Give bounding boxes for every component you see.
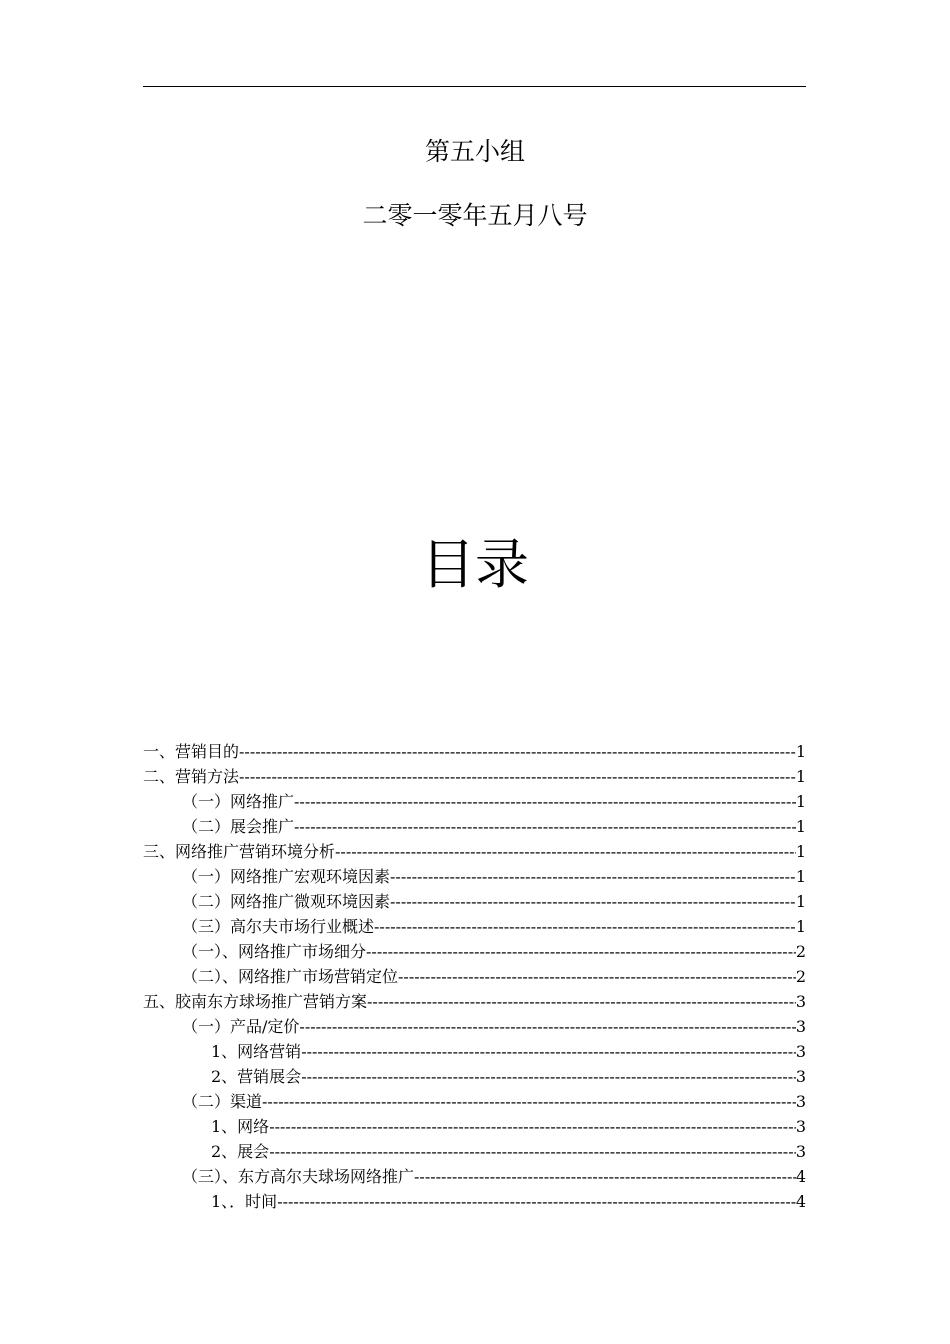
toc-dot-leader [414,1164,796,1189]
toc-entry[interactable] [143,964,806,989]
toc-entry-title: （一）产品/定价 [182,1017,300,1036]
group-name: 第五小组 [424,137,525,166]
toc-dot-leader [374,914,796,939]
toc-dot-leader [269,1114,796,1139]
toc-page-number: 4 [795,1192,806,1211]
toc-entry[interactable] [143,1064,806,1089]
toc-entry[interactable] [143,864,806,889]
toc-entry-title: 1、．时间 [211,1192,278,1211]
toc-page-number: 3 [795,1142,806,1161]
toc-dot-leader [277,1189,796,1214]
toc-page-number: 3 [795,1117,806,1136]
toc-entry[interactable] [143,989,806,1014]
toc-dot-leader [301,1064,796,1089]
toc-entry-title: 2、营销展会 [211,1067,302,1086]
toc-dot-leader [262,1089,796,1114]
toc-page-number: 4 [795,1167,806,1186]
toc-page-number: 1 [795,917,806,936]
toc-dot-leader [239,739,796,764]
toc-entry[interactable] [143,1089,806,1114]
toc-dot-leader [390,864,796,889]
toc-page-number: 1 [795,792,806,811]
toc-dot-leader [239,764,796,789]
toc-page-number: 1 [795,892,806,911]
toc-entry[interactable] [143,1139,806,1164]
toc-entry-title: （一）、网络推广市场细分 [182,942,367,961]
toc-entry[interactable] [143,764,806,789]
toc-page-number: 1 [795,767,806,786]
toc-entry[interactable] [143,1114,806,1139]
toc-entry-title: 2、展会 [211,1142,270,1161]
toc-page-number: 1 [795,867,806,886]
toc-dot-leader [301,1039,796,1064]
toc-entry-title: （一）网络推广宏观环境因素 [182,867,391,886]
header-rule [143,86,806,87]
toc-entry[interactable] [143,789,806,814]
table-of-contents [143,739,806,1214]
toc-entry[interactable] [143,1039,806,1064]
toc-page-number: 1 [795,742,806,761]
document-date: 二零一零年五月八号 [362,201,588,230]
toc-page-number: 3 [795,1042,806,1061]
toc-dot-leader [398,964,796,989]
toc-entry-title: 五、胶南东方球场推广营销方案 [143,992,368,1011]
toc-dot-leader [294,789,796,814]
toc-entry[interactable] [143,839,806,864]
toc-entry[interactable] [143,1164,806,1189]
toc-entry-title: 二、营销方法 [143,767,240,786]
toc-entry-title: （一）网络推广 [182,792,295,811]
toc-entry[interactable] [143,814,806,839]
toc-entry[interactable] [143,914,806,939]
toc-entry[interactable] [143,889,806,914]
toc-entry-title: （三）高尔夫市场行业概述 [182,917,375,936]
toc-page-number: 1 [795,817,806,836]
toc-entry[interactable] [143,1014,806,1039]
toc-dot-leader [335,839,796,864]
toc-page-number: 2 [795,942,806,961]
toc-dot-leader [367,989,796,1014]
toc-entry-title: 三、网络推广营销环境分析 [143,842,336,861]
toc-page-number: 3 [795,1067,806,1086]
toc-dot-leader [269,1139,796,1164]
toc-entry-title: 一、营销目的 [143,742,240,761]
toc-page-number: 1 [795,842,806,861]
toc-entry-title: （二）、网络推广市场营销定位 [182,967,399,986]
toc-entry-title: （二）网络推广微观环境因素 [182,892,391,911]
toc-dot-leader [294,814,796,839]
toc-dot-leader [299,1014,795,1039]
toc-page-number: 3 [795,1092,806,1111]
toc-page-number: 2 [795,967,806,986]
toc-entry[interactable] [143,939,806,964]
toc-dot-leader [366,939,796,964]
toc-entry-title: 1、网络营销 [211,1042,302,1061]
toc-page-number: 3 [795,992,806,1011]
toc-entry-title: 1、网络 [211,1117,270,1136]
toc-entry[interactable] [143,1189,806,1214]
toc-entry-title: （三）、东方高尔夫球场网络推广 [182,1167,415,1186]
toc-entry[interactable] [143,739,806,764]
toc-page-number: 3 [795,1017,806,1036]
toc-entry-title: （二）展会推广 [182,817,295,836]
toc-entry-title: （二）渠道 [182,1092,263,1111]
toc-title: 目录 [421,533,529,596]
toc-dot-leader [390,889,796,914]
